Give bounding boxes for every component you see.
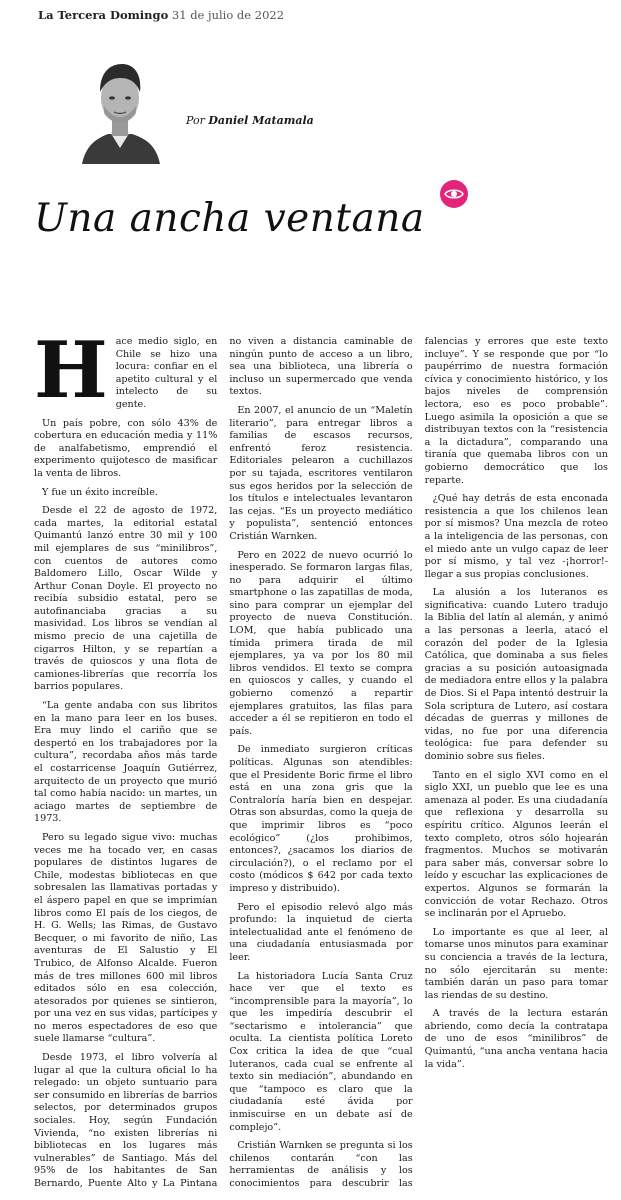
paragraph-15: La alusión a los luteranos es significativa: cuando Lutero tradujo la Biblia del latín al alemán, y animó a las personas a leerla, atacó el corazón del poder de la Iglesia Católica, que dominaba a sus fieles gracias a su posición autoasignada de mediadora entre ellos y la palabra de Dios. Si el Papa intentó destruir la Sola scriptura de Lutero, así costara décadas de guerras y millones de vidas, no fue por una diferencia teológica: fue para defender su dominio sobre sus fieles. bbox=[424, 587, 608, 762]
page-header bbox=[38, 8, 284, 22]
paragraph-17: Lo importante es que al leer, al tomarse unos minutos para examinar su conciencia a través de la lectura, no sólo ejercitarán su mente: también darán un paso para tomar las riendas de su destino. bbox=[424, 926, 608, 1001]
drop-cap: H bbox=[34, 325, 108, 416]
publication-name: La Tercera Domingo bbox=[38, 8, 169, 22]
paragraph-6: Pero su legado sigue vivo: muchas veces me ha tocado ver, en casas populares de distintos lugares de Chile, modestas bibliotecas en que sobresalen las llamativas portadas y el áspero papel en que se imprimían libros como El país de los ciegos, de H. G. Wells; las Rimas, de Gustavo Becquer, o mi favorito de niño, Las aventuras de El Salustio y El Trubico, de Alfonso Alcalde. Fueron más de tres millones 600 mil libros editados sólo en esa colección, atesorados por quienes se sintieron, por una vez en sus vidas, partícipes y no meros espectadores de eso que suele llamarse “cultura”. bbox=[34, 831, 218, 1045]
paragraph-3: Y fue un éxito increíble. bbox=[42, 486, 158, 498]
paragraph-1: Hace medio siglo, en Chile se hizo una locura: confiar en el apetito cultural y el intelecto de su gente. bbox=[34, 325, 218, 416]
paragraph-13: Cristián Warnken se pregunta si los chilenos contarán “con las herramientas de análisis y los conocimientos para descubrir las falencias y errores que este texto incluye”. Y se responde que por “lo paupérrimo de nuestra formación cívica y conocimiento histórico, y los bajos niveles de comprensión lectora, eso es poco probable”. Luego asimila la oposición a que se distribuyan textos con la “resistencia a la dictadura”, comparando una tiranía que quemaba libros con un gobierno democrático que los reparte. bbox=[229, 336, 608, 1189]
author-photo-icon bbox=[76, 52, 164, 164]
paragraph-14: ¿Qué hay detrás de esta enconada resistencia a que los chilenos lean por sí mismos? Una mezcla de roteo a la inteligencia de las personas, con el miedo ante un vulgo capaz de leer por sí mismo, y tal vez -¡horror!- llegar a sus propias conclusiones. bbox=[424, 493, 608, 580]
paragraph-10: De inmediato surgieron críticas políticas. Algunas son atendibles: que el Presidente Boric firme el libro está en una zona gris que la Contraloría haría bien en despejar. Otras son absurdas, como la queja de que imprimir libros es “poco ecológico” (¿los prohibimos, entonces?, ¿sacamos los diarios de circulación?), o el reclamo por el costo (módicos $ 642 por cada texto impreso y distribuido). bbox=[229, 744, 413, 894]
paragraph-8: En 2007, el anuncio de un “Maletín literario”, para entregar libros a familias de escasos recursos, enfrentó feroz resistencia. Editoriales pelearon a cuchillazos por su tajada, escritores ventilaron sus egos heridos por la selección de los títulos e intelectuales levantaron las cejas. “Es un proyecto mediático y populista”, sentenció entonces Cristián Warnken. bbox=[229, 404, 413, 542]
paragraph-9: Pero en 2022 de nuevo ocurrió lo inesperado. Se formaron largas filas, no para adquirir el último smartphone o las zapatillas de moda, sino para comprar un ejemplar del proyecto de nueva Constitución. LOM, que había publicado una tímida primera tirada de mil ejemplares, ya va por los 80 mil libros vendidos. El texto se compra en quioscos y calles, y cuando el gobierno comenzó a repartir ejemplares gratuitos, las filas para acceder a él se repitieron en todo el país. bbox=[229, 549, 413, 737]
article-title: Una ancha ventana bbox=[34, 196, 425, 241]
paragraph-4: Desde el 22 de agosto de 1972, cada martes, la editorial estatal Quimantú lanzó entre 30 mil y 100 mil ejemplares de sus “minilibros”, con cuentos de autores como Baldomero Lillo, Oscar Wilde y Arthur Conan Doyle. El proyecto no recibía subsidio estatal, pero se autofinanciaba gracias a su masividad. Los libros se vendían al mismo precio de una cajetilla de cigarros Hilton, y se repartían a través de quioscos y una flota de camiones-librerías que recorría los barrios populares. bbox=[34, 505, 218, 693]
publication-date: 31 de julio de 2022 bbox=[171, 8, 285, 22]
paragraph-16: Tanto en el siglo XVI como en el siglo XXI, un pueblo que lee es una amenaza al poder. Es una ciudadanía que reflexiona y desarrolla su espíritu crítico. Algunos leerán el texto completo, otros sólo hojearán fragmentos. Muchos se motivarán para saber más, conversar sobre lo leído y escuchar las explicaciones de expertos. Algunos se formarán la convicción de votar Rechazo. Otros se inclinarán por el Apruebo. bbox=[424, 769, 608, 920]
paragraph-11: Pero el episodio relevó algo más profundo: la inquietud de cierta intelectualidad ante el fenómeno de una ciudadanía entusiasmada por leer. bbox=[229, 901, 413, 963]
eye-icon bbox=[440, 180, 468, 208]
paragraph-7: Desde 1973, el libro volvería al lugar al que la cultura oficial lo ha relegado: un objeto suntuario para ser consumido en librerías de barrios selectos, por determinados grupos sociales. Hoy, según Fundación Vivienda, “no existen librerías ni bibliotecas en los lugares más vulnerables” de Santiago. Más del 95% de los habitantes de San Bernardo, Puente Alto y La Pintana no viven a distancia caminable de ningún punto de acceso a un libro, sea una biblioteca, una librería o incluso un supermercado que venda textos. bbox=[34, 336, 413, 1189]
paragraph-18: A través de la lectura estarán abriendo, como decía la contratapa de uno de esos “minilibros” de Quimantú, “una ancha ventana hacia la vida”. bbox=[424, 1008, 608, 1070]
article-body bbox=[34, 325, 608, 1196]
author-portrait bbox=[76, 52, 164, 164]
byline bbox=[186, 114, 314, 127]
paragraph-2: Un país pobre, con sólo 43% de cobertura en educación media y 11% de analfabetismo, emprendió el experimento quijotesco de masificar la venta de libros. bbox=[34, 417, 218, 479]
byline-prefix: Por bbox=[186, 114, 205, 127]
author-name: Daniel Matamala bbox=[208, 114, 314, 127]
paragraph-12: La historiadora Lucía Santa Cruz hace ver que el texto es “incomprensible para la mayoría”, lo que les impediría descubrir el “sectarismo e intolerancia” que oculta. La cientista política Loreto Cox critica la idea de que “cual luteranos, cada cual se enfrente al texto sin mediación”, abundando en que “tampoco es claro que la ciudadanía esté ávida por inmiscuirse en un debate así de complejo”. bbox=[229, 970, 413, 1133]
paragraph-5: “La gente andaba con sus libritos en la mano para leer en los buses. Era muy lindo el cariño que se despertó en los trabajadores por la cultura”, recordaba años más tarde el costarricense Joaquín Gutiérrez, arquitecto de un proyecto que murió tal como había nacido: un martes, un aciago martes de septiembre de 1973. bbox=[34, 700, 218, 825]
